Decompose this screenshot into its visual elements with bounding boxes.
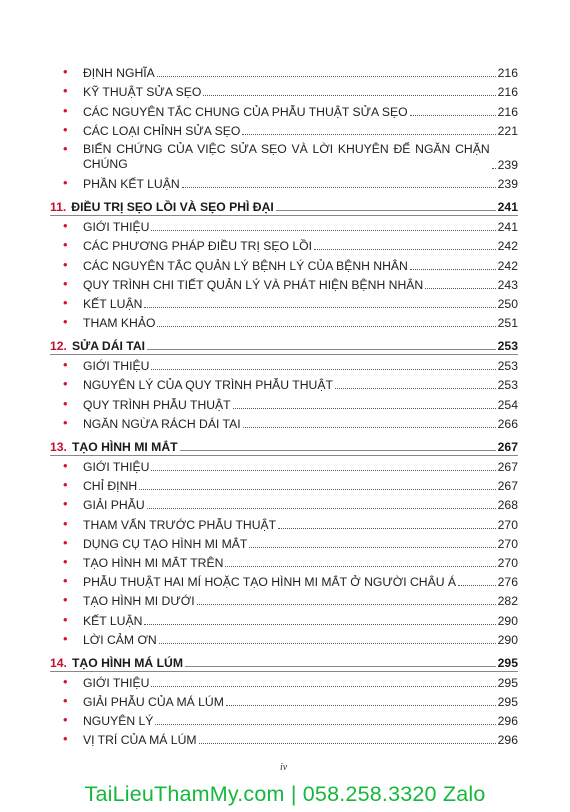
toc-entry-page: 270 — [497, 517, 518, 532]
toc-entry-label: GIỚI THIỆU — [83, 460, 150, 474]
chapter-heading[interactable] — [50, 334, 518, 355]
dot-leader — [144, 307, 495, 308]
chapter-heading[interactable] — [50, 435, 518, 456]
toc-entry[interactable] — [50, 293, 518, 312]
toc-entry[interactable] — [50, 62, 518, 81]
toc-entry-page: 290 — [497, 632, 518, 647]
toc-entry-page: 282 — [497, 594, 518, 609]
toc-entry-page: 216 — [497, 85, 518, 100]
toc-entry[interactable] — [50, 81, 518, 100]
toc-entry[interactable] — [50, 456, 518, 475]
toc-entry-page: 242 — [497, 239, 518, 254]
toc-entry-label: NGUYÊN LÝ CỦA QUY TRÌNH PHẪU THUẬT — [83, 378, 333, 393]
dot-leader — [197, 604, 496, 605]
dot-leader — [147, 508, 496, 509]
toc-entry-label: TẠO HÌNH MI MẮT TRÊN — [83, 555, 224, 570]
bullet-icon: • — [63, 592, 68, 608]
dot-leader — [410, 269, 496, 270]
dot-leader — [147, 349, 496, 350]
dot-leader — [458, 585, 496, 586]
dot-leader — [226, 705, 496, 706]
dot-leader — [225, 566, 495, 567]
dot-leader — [180, 450, 496, 451]
bullet-icon: • — [63, 237, 68, 253]
toc-entry[interactable] — [50, 393, 518, 412]
toc-entry-page: 295 — [497, 695, 518, 710]
bullet-icon: • — [63, 294, 68, 310]
toc-entry[interactable] — [50, 173, 518, 192]
toc-entry[interactable] — [50, 254, 518, 273]
chapter-page: 253 — [497, 339, 518, 354]
toc-entry-page: 254 — [497, 397, 518, 412]
toc-entry-page: 266 — [497, 416, 518, 431]
toc-entry[interactable] — [50, 552, 518, 571]
toc-entry[interactable] — [50, 139, 518, 173]
toc-entry-page: 268 — [497, 498, 518, 513]
dot-leader — [151, 369, 495, 370]
toc-entry-page: 270 — [497, 536, 518, 551]
toc-entry-label: QUY TRÌNH CHI TIẾT QUẢN LÝ VÀ PHÁT HIỆN BỆNH NHÂN — [83, 277, 424, 292]
chapter-number: 11. — [50, 199, 67, 214]
chapter-number: 12. — [50, 339, 67, 354]
toc-entry-page: 295 — [497, 675, 518, 690]
dot-leader — [144, 624, 495, 625]
dot-leader — [157, 326, 495, 327]
toc-entry-label: PHẪU THUẬT HAI MÍ HOẶC TẠO HÌNH MI MẮT Ở NGƯỜI CHÂU Á — [83, 575, 457, 590]
bullet-icon: • — [63, 534, 68, 550]
toc-entry-label: KỸ THUẬT SỬA SẸO — [83, 85, 202, 100]
bullet-icon: • — [63, 174, 68, 190]
dot-leader — [314, 249, 496, 250]
bullet-icon: • — [63, 477, 68, 493]
toc-entry-page: 216 — [497, 66, 518, 81]
chapter-title: SỬA DÁI TAI — [71, 339, 146, 354]
bullet-icon: • — [63, 458, 68, 473]
chapter-title: TẠO HÌNH MI MẮT — [71, 439, 178, 454]
chapter-page: 267 — [497, 439, 518, 454]
toc-entry[interactable] — [50, 312, 518, 331]
bullet-icon: • — [63, 414, 68, 430]
toc-entry[interactable] — [50, 729, 518, 748]
toc-entry-label: PHẦN KẾT LUẬN — [83, 176, 180, 191]
bullet-icon: • — [63, 553, 68, 569]
page-number: iv — [280, 762, 288, 773]
dot-leader — [425, 288, 495, 289]
toc-entry[interactable] — [50, 590, 518, 609]
dot-leader — [151, 470, 495, 471]
chapter-number: 14. — [50, 655, 67, 670]
toc-entry[interactable] — [50, 274, 518, 293]
dot-leader — [139, 489, 495, 490]
dot-leader — [182, 187, 496, 188]
toc-entry-page: 243 — [497, 277, 518, 292]
dot-leader — [233, 408, 496, 409]
toc-entry[interactable] — [50, 100, 518, 119]
toc-entry-label: LỜI CẢM ƠN — [83, 632, 157, 647]
toc-entry[interactable] — [50, 216, 518, 235]
toc-entry-page: 250 — [497, 296, 518, 311]
bullet-icon: • — [63, 64, 68, 80]
toc-entry-page: 267 — [497, 460, 518, 474]
chapter-number: 13. — [50, 439, 67, 454]
chapter-page: 295 — [497, 655, 518, 670]
toc-entry-label: ĐỊNH NGHĨA — [83, 66, 155, 81]
toc-entry-page: 267 — [497, 479, 518, 494]
chapter-title: ĐIỀU TRỊ SẸO LỒI VÀ SẸO PHÌ ĐẠI — [71, 199, 274, 214]
toc-entry-label: TẠO HÌNH MI DƯỚI — [83, 594, 195, 609]
toc-entry-label: CÁC LOẠI CHỈNH SỬA SẸO — [83, 123, 241, 138]
toc-entry-page: 296 — [497, 714, 518, 729]
dot-leader — [243, 427, 496, 428]
toc-entry[interactable] — [50, 413, 518, 432]
toc-entry-label: THAM KHẢO — [83, 316, 156, 331]
toc-entry[interactable] — [50, 672, 518, 691]
toc-entry-page: 239 — [497, 157, 518, 172]
toc-entry[interactable] — [50, 494, 518, 513]
toc-entry-label: NGUYÊN LÝ — [83, 714, 154, 729]
toc-entry-label: VỊ TRÍ CỦA MÁ LÚM — [83, 733, 197, 748]
toc-entry-label: DỤNG CỤ TẠO HÌNH MI MẮT — [83, 536, 248, 551]
toc-entry-page: 251 — [497, 316, 518, 331]
dot-leader — [492, 168, 496, 169]
watermark-text: TaiLieuThamMy.com | 058.258.3320 Zalo — [84, 782, 486, 806]
toc-entry-label: NGĂN NGỪA RÁCH DÁI TAI — [83, 416, 241, 431]
toc-entry-page: 290 — [497, 613, 518, 628]
toc-entry-label: GIỚI THIỆU — [83, 359, 150, 374]
toc-entry-label: GIẢI PHẪU — [83, 498, 145, 513]
toc-entry-page: 241 — [497, 220, 518, 235]
toc-entry-label: BIẾN CHỨNG CỦA VIỆC SỬA SẸO VÀ LỜI KHUYÊN ĐỂ NGĂN CHẶN CHÚNG — [83, 141, 490, 171]
bullet-icon: • — [63, 630, 68, 646]
bullet-icon: • — [63, 140, 68, 156]
toc-entry-page: 239 — [497, 176, 518, 191]
dot-leader — [276, 210, 496, 211]
toc-entry[interactable] — [50, 609, 518, 628]
dot-leader — [242, 134, 495, 135]
bullet-icon: • — [63, 515, 68, 531]
toc-entry-label: GIỚI THIỆU — [83, 220, 150, 235]
dot-leader — [249, 547, 495, 548]
toc-entry[interactable] — [50, 513, 518, 532]
bullet-icon: • — [63, 275, 68, 291]
toc-entry-label: QUY TRÌNH PHẪU THUẬT — [83, 397, 231, 412]
toc-entry-page: 296 — [497, 733, 518, 748]
toc-entry[interactable] — [50, 691, 518, 710]
toc-entry[interactable] — [50, 533, 518, 552]
dot-leader — [335, 388, 496, 389]
dot-leader — [159, 643, 496, 644]
bullet-icon: • — [63, 712, 68, 728]
bullet-icon: • — [63, 121, 68, 137]
section-10-items — [50, 62, 518, 192]
bullet-icon: • — [63, 102, 68, 118]
dot-leader — [157, 76, 496, 77]
toc-entry-label: KẾT LUẬN — [83, 296, 143, 311]
toc-entry[interactable] — [50, 235, 518, 254]
toc-entry[interactable] — [50, 475, 518, 494]
dot-leader — [151, 230, 495, 231]
toc-entry-page: 253 — [497, 359, 518, 374]
bullet-icon: • — [63, 573, 68, 589]
dot-leader — [151, 686, 495, 687]
dot-leader — [410, 115, 496, 116]
bullet-icon: • — [63, 731, 68, 747]
toc-entry-label: CÁC NGUYÊN TẮC CHUNG CỦA PHẪU THUẬT SỬA SẸO — [83, 104, 408, 119]
chapter-page: 241 — [497, 199, 518, 214]
toc-entry[interactable] — [50, 629, 518, 648]
bullet-icon: • — [63, 673, 68, 689]
dot-leader — [185, 666, 496, 667]
toc-entry[interactable] — [50, 571, 518, 590]
toc-entry[interactable] — [50, 710, 518, 729]
bullet-icon: • — [63, 256, 68, 272]
toc-entry-page: 221 — [497, 123, 518, 138]
bullet-icon: • — [63, 83, 68, 99]
toc-entry[interactable] — [50, 120, 518, 139]
chapter-heading[interactable] — [50, 195, 518, 216]
bullet-icon: • — [63, 693, 68, 709]
dot-leader — [155, 724, 495, 725]
toc-entry-label: GIỚI THIỆU — [83, 675, 150, 690]
toc-entry-label: GIẢI PHẪU CỦA MÁ LÚM — [83, 695, 224, 710]
toc-entry-page: 270 — [497, 555, 518, 570]
toc-entry-page: 276 — [497, 575, 518, 590]
toc-entry-page: 242 — [497, 258, 518, 273]
chapter-heading[interactable] — [50, 651, 518, 672]
toc-entry-label: CÁC NGUYÊN TẮC QUẢN LÝ BỆNH LÝ CỦA BỆNH NHÂN — [83, 258, 408, 273]
bullet-icon: • — [63, 357, 68, 373]
bullet-icon: • — [63, 218, 68, 234]
table-of-contents — [50, 62, 518, 748]
dot-leader — [278, 528, 496, 529]
toc-entry-label: KẾT LUẬN — [83, 613, 143, 628]
toc-entry-label: CHỈ ĐỊNH — [83, 479, 138, 494]
bullet-icon: • — [63, 376, 68, 392]
bullet-icon: • — [63, 395, 68, 411]
dot-leader — [199, 743, 496, 744]
toc-entry-label: THAM VẤN TRƯỚC PHẪU THUẬT — [83, 517, 277, 532]
toc-entry-page: 253 — [497, 378, 518, 393]
toc-entry[interactable] — [50, 355, 518, 374]
toc-entry-label: CÁC PHƯƠNG PHÁP ĐIỀU TRỊ SẸO LỒI — [83, 239, 312, 254]
bullet-icon: • — [63, 611, 68, 627]
bullet-icon: • — [63, 496, 68, 512]
dot-leader — [203, 95, 495, 96]
toc-entry[interactable] — [50, 374, 518, 393]
toc-entry-page: 216 — [497, 104, 518, 119]
chapter-title: TẠO HÌNH MÁ LÚM — [71, 655, 183, 670]
bullet-icon: • — [63, 314, 68, 330]
